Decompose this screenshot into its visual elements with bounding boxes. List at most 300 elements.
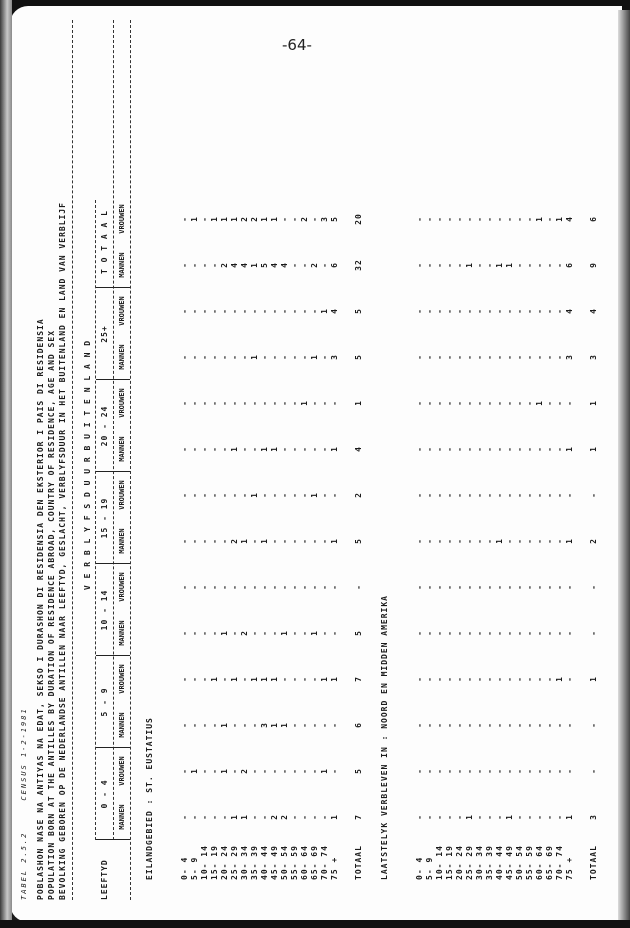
table-cell: - xyxy=(220,676,229,682)
age-group-label: 55- 59 xyxy=(290,845,299,880)
table-cell: - xyxy=(445,354,454,360)
table-cell: - xyxy=(310,722,319,728)
table-cell: - xyxy=(280,768,289,774)
table-cell: 4 xyxy=(270,262,279,268)
table-cell: - xyxy=(425,630,434,636)
table-cell: - xyxy=(555,262,564,268)
table-cell: - xyxy=(240,492,249,498)
table-cell: - xyxy=(260,630,269,636)
table-cell: - xyxy=(465,308,474,314)
page-edge xyxy=(618,10,630,920)
table-cell: - xyxy=(545,538,554,544)
age-group-label: 50- 54 xyxy=(280,845,289,880)
table-cell: - xyxy=(415,538,424,544)
table-cell: - xyxy=(505,768,514,774)
table-cell: - xyxy=(485,722,494,728)
age-group-label: 20- 24 xyxy=(220,845,229,880)
table-cell: - xyxy=(270,630,279,636)
table-cell: - xyxy=(475,630,484,636)
table-cell: - xyxy=(200,262,209,268)
table-cell: 1 xyxy=(330,538,339,544)
table-cell: 3 xyxy=(565,354,574,360)
total-cell: - xyxy=(589,630,598,636)
table-cell: - xyxy=(415,216,424,222)
table-cell: - xyxy=(535,538,544,544)
table-cell: - xyxy=(445,492,454,498)
age-group-label: 20- 24 xyxy=(455,845,464,880)
table-cell: - xyxy=(290,400,299,406)
table-cell: 1 xyxy=(220,722,229,728)
total-cell: 5 xyxy=(354,354,363,360)
table-cell: - xyxy=(320,630,329,636)
sex-header-women: VROUWEN xyxy=(118,388,126,418)
table-cell: - xyxy=(300,630,309,636)
age-group-label: 40- 44 xyxy=(260,845,269,880)
table-cell: - xyxy=(505,584,514,590)
total-cell: 7 xyxy=(354,814,363,820)
table-cell: - xyxy=(260,492,269,498)
table-cell: - xyxy=(535,814,544,820)
table-cell: - xyxy=(230,584,239,590)
table-cell: - xyxy=(515,538,524,544)
table-cell: - xyxy=(535,492,544,498)
scan-border-bottom xyxy=(0,920,630,928)
table-cell: - xyxy=(220,492,229,498)
table-cell: 1 xyxy=(320,768,329,774)
table-cell: - xyxy=(535,676,544,682)
table-cell: - xyxy=(415,768,424,774)
table-cell: - xyxy=(485,584,494,590)
table-cell: - xyxy=(200,814,209,820)
table-cell: 4 xyxy=(240,262,249,268)
table-cell: - xyxy=(425,814,434,820)
total-cell: 3 xyxy=(589,814,598,820)
table-cell: - xyxy=(415,814,424,820)
table-cell: 1 xyxy=(330,676,339,682)
table-cell: - xyxy=(200,584,209,590)
table-cell: 1 xyxy=(280,722,289,728)
age-group-label: 35- 39 xyxy=(250,845,259,880)
table-cell: - xyxy=(200,768,209,774)
table-cell: - xyxy=(545,768,554,774)
total-cell: 5 xyxy=(354,308,363,314)
divider xyxy=(130,20,131,900)
table-cell: - xyxy=(505,722,514,728)
table-cell: - xyxy=(310,400,319,406)
table-cell: - xyxy=(320,400,329,406)
table-cell: - xyxy=(505,446,514,452)
age-group-label: 5- 9 xyxy=(190,856,199,880)
table-cell: - xyxy=(435,354,444,360)
table-cell: - xyxy=(320,722,329,728)
table-cell: - xyxy=(495,492,504,498)
table-cell: 1 xyxy=(495,538,504,544)
table-cell: - xyxy=(525,446,534,452)
table-cell: - xyxy=(445,584,454,590)
table-cell: - xyxy=(495,630,504,636)
age-group-label: 60- 64 xyxy=(300,845,309,880)
table-cell: - xyxy=(310,768,319,774)
table-cell: - xyxy=(485,538,494,544)
table-cell: - xyxy=(425,768,434,774)
table-cell: - xyxy=(415,584,424,590)
table-cell: - xyxy=(515,584,524,590)
total-row-label: TOTAAL xyxy=(354,845,363,880)
table-cell: - xyxy=(435,538,444,544)
sex-header-women: VROUWEN xyxy=(118,756,126,786)
table-cell: - xyxy=(475,722,484,728)
table-cell: - xyxy=(210,768,219,774)
table-cell: - xyxy=(545,722,554,728)
age-group-label: 60- 64 xyxy=(535,845,544,880)
table-cell: - xyxy=(190,584,199,590)
table-cell: 1 xyxy=(190,216,199,222)
table-cell: - xyxy=(320,354,329,360)
table-cell: - xyxy=(415,400,424,406)
table-cell: - xyxy=(465,446,474,452)
table-cell: - xyxy=(190,630,199,636)
table-cell: 1 xyxy=(260,446,269,452)
table-cell: - xyxy=(280,446,289,452)
table-cell: - xyxy=(220,308,229,314)
table-cell: - xyxy=(190,400,199,406)
total-cell: 1 xyxy=(589,400,598,406)
table-cell: - xyxy=(250,768,259,774)
column-group-header: 25+ xyxy=(100,325,109,343)
age-group-label: 0- 4 xyxy=(180,856,189,880)
table-cell: - xyxy=(210,492,219,498)
table-cell: 2 xyxy=(250,216,259,222)
table-cell: - xyxy=(260,584,269,590)
divider xyxy=(113,20,114,840)
table-cell: - xyxy=(495,354,504,360)
table-cell: 1 xyxy=(280,630,289,636)
table-cell: 2 xyxy=(230,538,239,544)
table-cell: - xyxy=(495,446,504,452)
table-cell: - xyxy=(505,216,514,222)
table-cell: - xyxy=(475,308,484,314)
total-cell: 32 xyxy=(354,259,363,271)
table-cell: - xyxy=(515,492,524,498)
table-cell: 1 xyxy=(240,538,249,544)
table-cell: - xyxy=(545,262,554,268)
table-cell: - xyxy=(555,722,564,728)
table-cell: - xyxy=(425,262,434,268)
table-cell: - xyxy=(555,814,564,820)
table-cell: - xyxy=(210,814,219,820)
table-cell: - xyxy=(290,354,299,360)
total-cell: 1 xyxy=(589,446,598,452)
table-cell: - xyxy=(190,722,199,728)
age-group-label: 25- 29 xyxy=(230,845,239,880)
table-cell: - xyxy=(425,216,434,222)
table-cell: - xyxy=(505,630,514,636)
table-cell: - xyxy=(465,722,474,728)
table-cell: - xyxy=(270,354,279,360)
table-cell: - xyxy=(220,400,229,406)
age-group-label: 75 + xyxy=(565,856,574,880)
age-group-label: 30- 34 xyxy=(240,845,249,880)
table-cell: - xyxy=(290,584,299,590)
table-cell: - xyxy=(535,768,544,774)
table-cell: - xyxy=(485,630,494,636)
table-cell: - xyxy=(545,676,554,682)
column-group-header: 0 - 4 xyxy=(100,779,109,809)
table-cell: - xyxy=(190,492,199,498)
table-cell: 1 xyxy=(565,538,574,544)
table-cell: - xyxy=(495,308,504,314)
table-cell: - xyxy=(525,400,534,406)
table-cell: - xyxy=(455,446,464,452)
table-cell: - xyxy=(320,538,329,544)
table-cell: - xyxy=(475,216,484,222)
sex-header-men: MANNEN xyxy=(118,528,126,554)
table-cell: 1 xyxy=(250,492,259,498)
table-cell: 1 xyxy=(230,446,239,452)
table-cell: - xyxy=(455,814,464,820)
table-cell: - xyxy=(310,216,319,222)
table-cell: - xyxy=(280,584,289,590)
table-cell: - xyxy=(515,814,524,820)
sex-header-men: MANNEN xyxy=(118,252,126,278)
total-cell: 5 xyxy=(354,630,363,636)
table-cell: - xyxy=(260,400,269,406)
table-cell: - xyxy=(525,308,534,314)
table-cell: - xyxy=(425,354,434,360)
table-cell: 1 xyxy=(300,400,309,406)
table-cell: - xyxy=(240,446,249,452)
table-cell: 1 xyxy=(465,814,474,820)
table-cell: 1 xyxy=(310,492,319,498)
table-cell: - xyxy=(435,216,444,222)
table-cell: - xyxy=(435,262,444,268)
table-cell: - xyxy=(220,538,229,544)
table-cell: - xyxy=(445,308,454,314)
table-cell: - xyxy=(525,354,534,360)
table-cell: - xyxy=(485,262,494,268)
table-cell: - xyxy=(320,446,329,452)
table-cell: - xyxy=(455,584,464,590)
table-cell: 3 xyxy=(260,722,269,728)
section-title: EILANDGEBIED : ST. EUSTATIUS xyxy=(145,717,154,880)
table-cell: - xyxy=(495,722,504,728)
total-cell: 6 xyxy=(589,216,598,222)
table-cell: - xyxy=(270,400,279,406)
table-cell: - xyxy=(535,354,544,360)
table-cell: - xyxy=(180,538,189,544)
census-date: CENSUS 1-2-1981 xyxy=(20,707,28,801)
table-cell: - xyxy=(435,492,444,498)
table-cell: - xyxy=(320,492,329,498)
table-cell: - xyxy=(260,768,269,774)
table-cell: 1 xyxy=(230,676,239,682)
total-cell: 3 xyxy=(589,354,598,360)
table-cell: - xyxy=(230,400,239,406)
table-cell: - xyxy=(465,400,474,406)
table-cell: - xyxy=(220,584,229,590)
table-cell: - xyxy=(455,722,464,728)
table-cell: - xyxy=(300,492,309,498)
table-cell: 1 xyxy=(250,676,259,682)
table-cell: - xyxy=(415,676,424,682)
age-group-label: 55- 59 xyxy=(525,845,534,880)
table-cell: 6 xyxy=(330,262,339,268)
table-cell: - xyxy=(330,400,339,406)
table-cell: - xyxy=(485,492,494,498)
divider xyxy=(95,200,96,840)
table-cell: 3 xyxy=(320,216,329,222)
table-cell: - xyxy=(290,676,299,682)
table-cell: - xyxy=(555,354,564,360)
table-cell: - xyxy=(425,400,434,406)
table-cell: 1 xyxy=(210,676,219,682)
table-cell: - xyxy=(240,354,249,360)
table-cell: - xyxy=(485,216,494,222)
table-cell: 2 xyxy=(300,216,309,222)
age-group-label: 25- 29 xyxy=(465,845,474,880)
age-group-label: 5- 9 xyxy=(425,856,434,880)
age-group-label: 30- 34 xyxy=(475,845,484,880)
table-cell: - xyxy=(435,630,444,636)
total-cell: 5 xyxy=(354,768,363,774)
table-cell: - xyxy=(240,676,249,682)
table-cell: - xyxy=(565,768,574,774)
total-cell: - xyxy=(589,722,598,728)
table-cell: 1 xyxy=(260,538,269,544)
table-cell: - xyxy=(320,814,329,820)
table-cell: - xyxy=(190,538,199,544)
table-cell: 1 xyxy=(220,216,229,222)
table-cell: - xyxy=(210,584,219,590)
table-cell: - xyxy=(555,584,564,590)
table-cell: - xyxy=(465,492,474,498)
table-cell: - xyxy=(190,308,199,314)
table-cell: - xyxy=(525,216,534,222)
table-cell: - xyxy=(425,722,434,728)
table-cell: - xyxy=(515,722,524,728)
table-cell: - xyxy=(525,492,534,498)
table-cell: 2 xyxy=(240,630,249,636)
table-cell: 1 xyxy=(535,400,544,406)
table-cell: 1 xyxy=(260,676,269,682)
table-cell: - xyxy=(300,446,309,452)
table-cell: - xyxy=(565,400,574,406)
table-cell: - xyxy=(565,584,574,590)
table-cell: - xyxy=(310,584,319,590)
table-cell: - xyxy=(465,216,474,222)
title-english: POPULATION BORN AT THE ANTILLES BY DURATION OF RESIDENCE ABROAD, COUNTRY OF RESIDENCE, AGE AND SEX xyxy=(47,329,56,900)
table-id: TABEL 2.5.2 xyxy=(20,831,28,900)
table-cell: 4 xyxy=(280,262,289,268)
total-cell: 6 xyxy=(354,722,363,728)
table-cell: - xyxy=(445,538,454,544)
table-cell: - xyxy=(200,676,209,682)
table-cell: 1 xyxy=(565,446,574,452)
table-cell: - xyxy=(515,630,524,636)
table-cell: - xyxy=(465,538,474,544)
table-cell: - xyxy=(415,308,424,314)
table-cell: - xyxy=(445,722,454,728)
table-cell: - xyxy=(425,308,434,314)
table-cell: - xyxy=(300,308,309,314)
table-cell: - xyxy=(545,216,554,222)
table-cell: - xyxy=(525,676,534,682)
age-group-label: 10- 14 xyxy=(200,845,209,880)
table-cell: 5 xyxy=(260,262,269,268)
table-cell: - xyxy=(545,308,554,314)
table-cell: - xyxy=(200,492,209,498)
table-cell: - xyxy=(290,308,299,314)
table-cell: - xyxy=(300,676,309,682)
sex-header-women: VROUWEN xyxy=(118,204,126,234)
table-cell: - xyxy=(415,722,424,728)
table-cell: - xyxy=(180,492,189,498)
table-cell: - xyxy=(270,492,279,498)
table-cell: 1 xyxy=(190,768,199,774)
total-cell: - xyxy=(354,584,363,590)
table-cell: - xyxy=(475,538,484,544)
table-cell: 1 xyxy=(505,814,514,820)
table-cell: - xyxy=(525,630,534,636)
table-cell: - xyxy=(290,722,299,728)
total-cell: 1 xyxy=(589,676,598,682)
table-cell: - xyxy=(180,722,189,728)
table-cell: - xyxy=(250,308,259,314)
table-cell: - xyxy=(310,676,319,682)
table-cell: 1 xyxy=(270,216,279,222)
table-cell: - xyxy=(485,676,494,682)
table-cell: - xyxy=(230,768,239,774)
table-cell: - xyxy=(210,722,219,728)
column-group-header: 5 - 9 xyxy=(100,687,109,717)
sex-header-women: VROUWEN xyxy=(118,572,126,602)
span-header: V E R B L Y F S D U U R B U I T E N L A N D xyxy=(83,339,92,591)
table-cell: 1 xyxy=(535,216,544,222)
table-cell: 1 xyxy=(330,814,339,820)
table-cell: - xyxy=(485,768,494,774)
table-cell: - xyxy=(485,354,494,360)
table-cell: - xyxy=(180,584,189,590)
table-cell: - xyxy=(525,538,534,544)
table-cell: - xyxy=(425,446,434,452)
table-cell: - xyxy=(565,722,574,728)
table-cell: 1 xyxy=(240,814,249,820)
table-cell: - xyxy=(240,722,249,728)
age-group-label: 0- 4 xyxy=(415,856,424,880)
divider xyxy=(72,20,73,900)
table-cell: 4 xyxy=(330,308,339,314)
table-cell: - xyxy=(210,262,219,268)
table-cell: - xyxy=(180,446,189,452)
table-cell: - xyxy=(230,722,239,728)
table-cell: 1 xyxy=(330,446,339,452)
table-cell: - xyxy=(555,400,564,406)
table-cell: - xyxy=(270,538,279,544)
table-cell: 4 xyxy=(565,216,574,222)
table-cell: - xyxy=(280,216,289,222)
table-cell: - xyxy=(190,676,199,682)
table-cell: - xyxy=(495,584,504,590)
table-cell: - xyxy=(330,584,339,590)
table-cell: - xyxy=(300,768,309,774)
table-cell: - xyxy=(465,630,474,636)
age-group-label: 50- 54 xyxy=(515,845,524,880)
table-cell: - xyxy=(230,492,239,498)
table-cell: 2 xyxy=(280,814,289,820)
table-cell: - xyxy=(565,492,574,498)
table-cell: - xyxy=(525,814,534,820)
table-cell: - xyxy=(180,630,189,636)
